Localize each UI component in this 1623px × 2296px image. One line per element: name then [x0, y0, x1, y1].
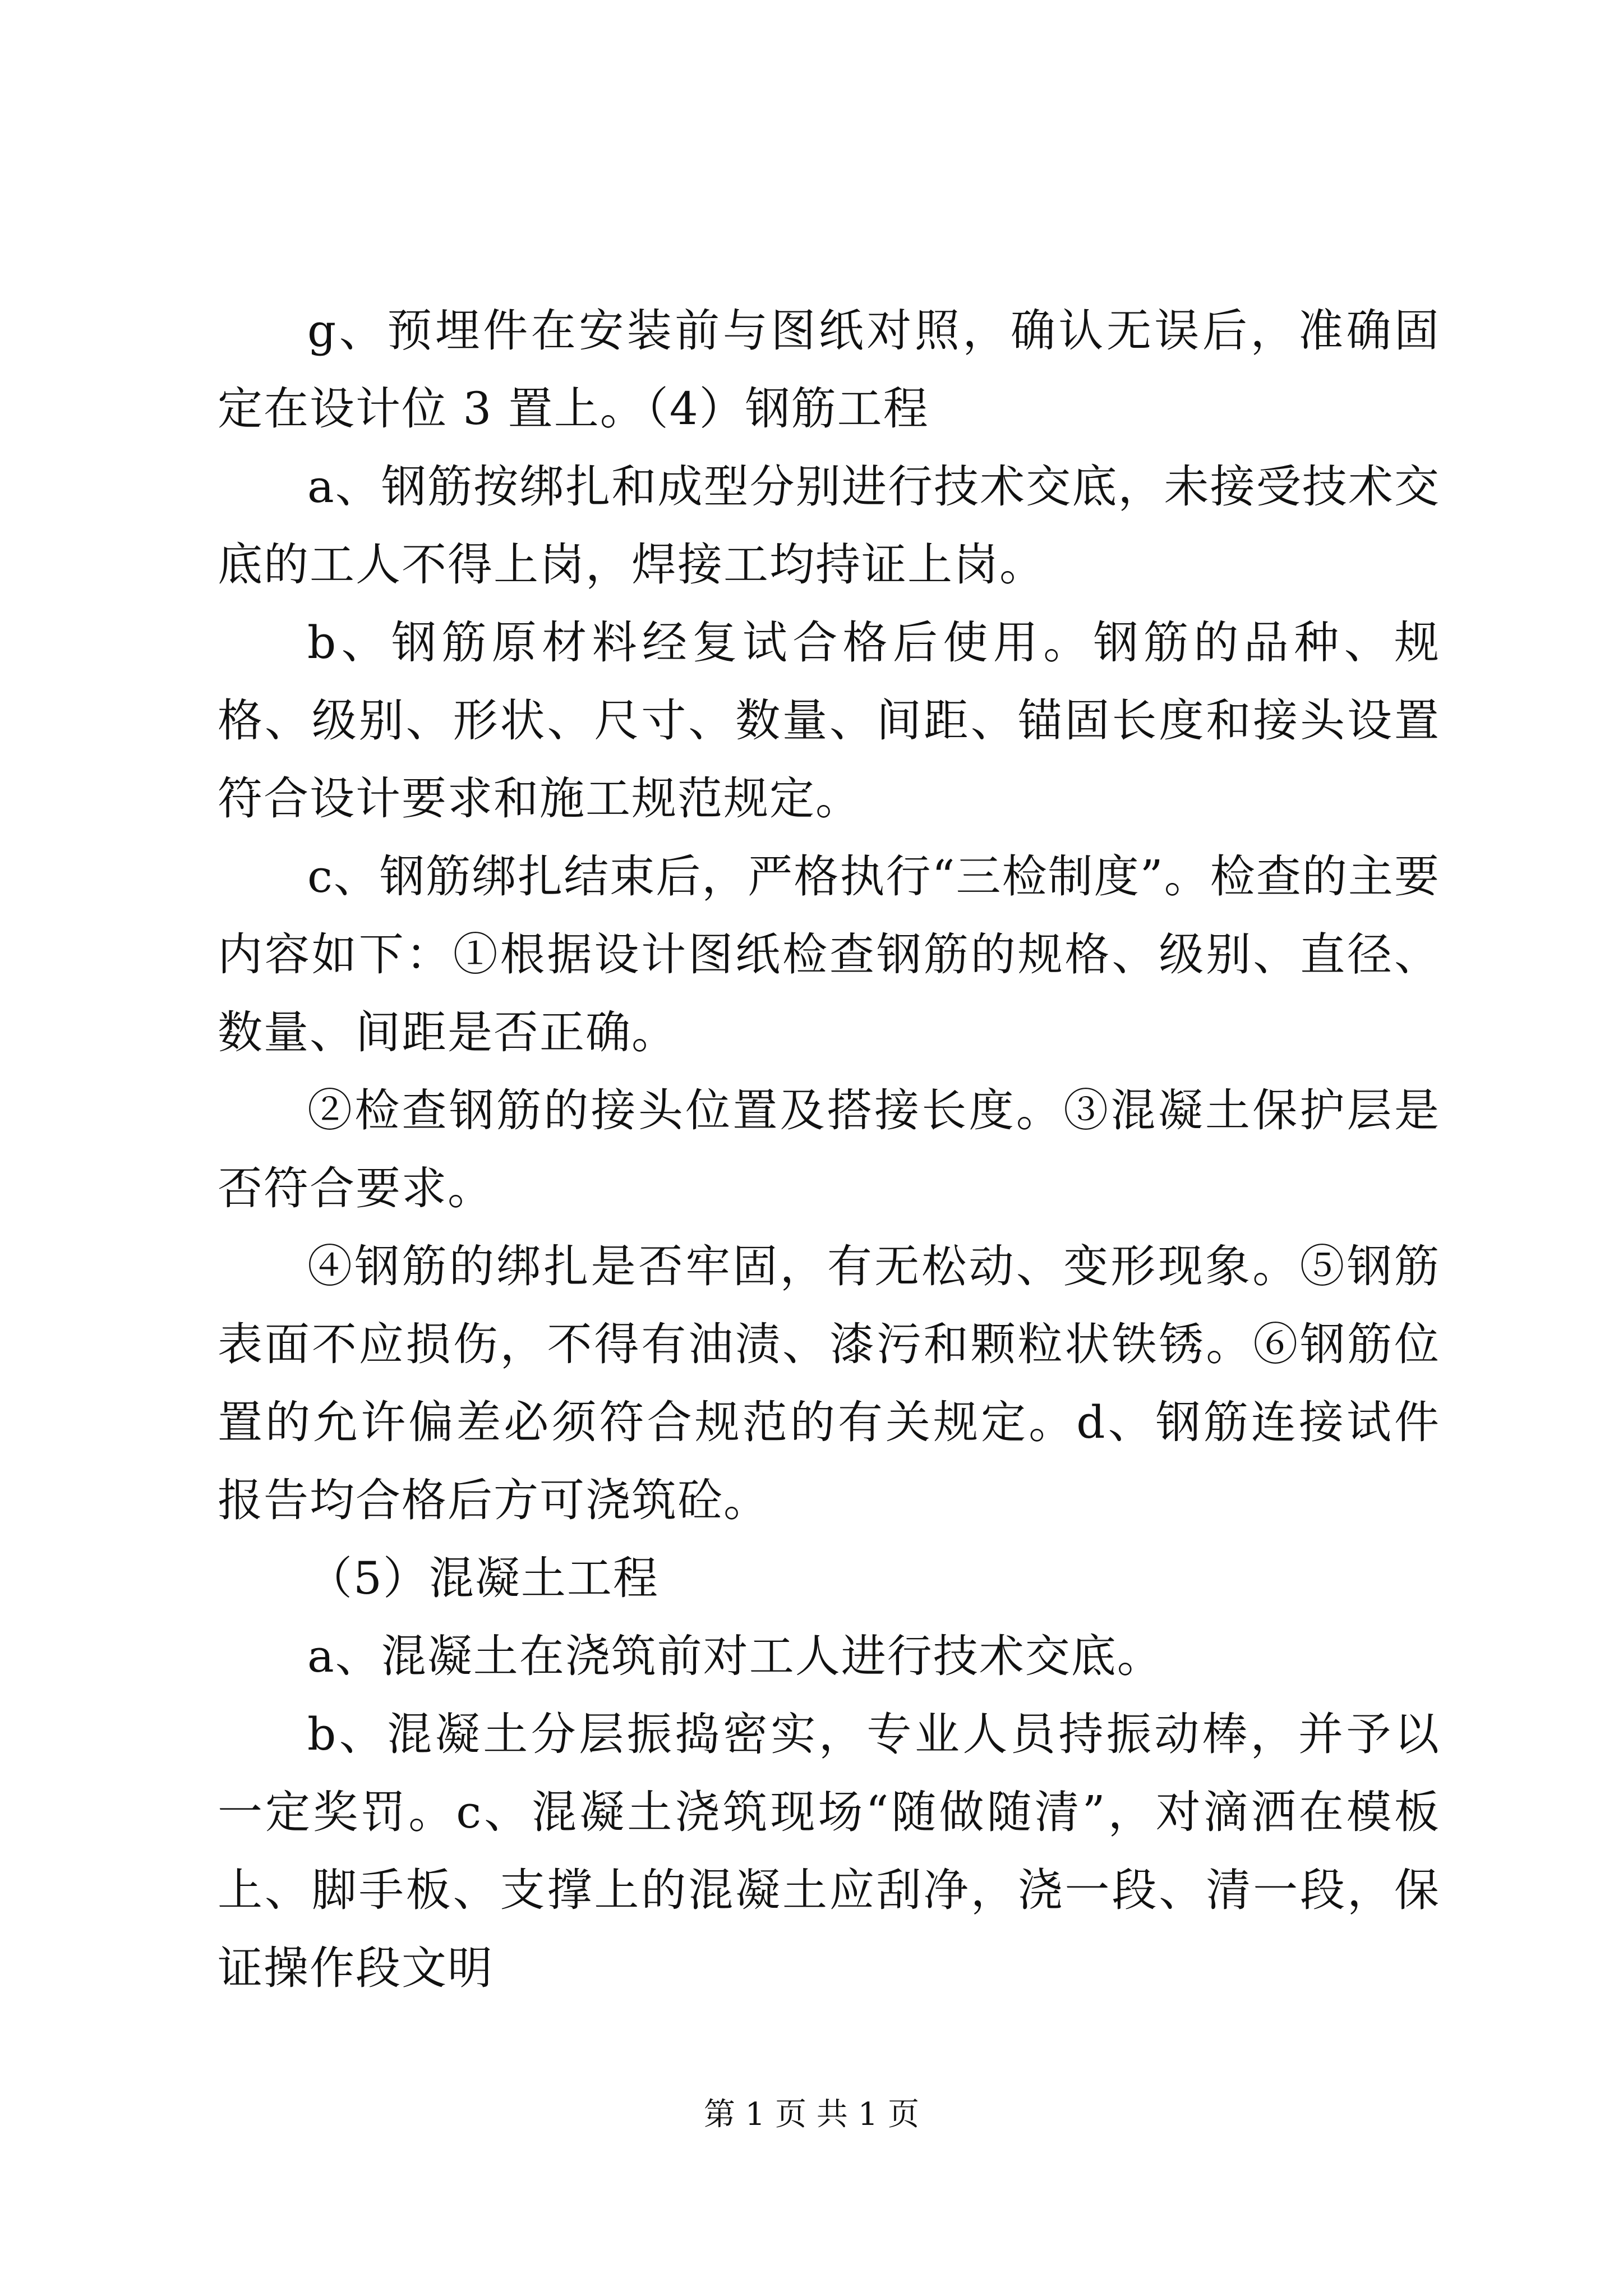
paragraph-rebar-check-4-6: ④钢筋的绑扎是否牢固，有无松动、变形现象。⑤钢筋表面不应损伤，不得有油渍、漆污和颗粒状铁锈。⑥钢筋位置的允许偏差必须符合规范的有关规定。d、钢筋连接试件报告均合格后方可浇筑砼。	[218, 1240, 1440, 1526]
paragraph-embedded-parts: g、预埋件在安装前与图纸对照，确认无误后，准确固定在设计位 3 置上。（4）钢筋工程	[218, 305, 1440, 435]
paragraph-rebar-b: b、钢筋原材料经复试合格后使用。钢筋的品种、规格、级别、形状、尺寸、数量、间距、锚固长度和接头设置符合设计要求和施工规范规定。	[218, 616, 1440, 825]
paragraph-rebar-a: a、钢筋按绑扎和成型分别进行技术交底，未接受技术交底的工人不得上岗，焊接工均持证上岗。	[218, 461, 1440, 591]
section-heading-concrete: （5）混凝土工程	[307, 1552, 659, 1604]
paragraph-concrete-a: a、混凝土在浇筑前对工人进行技术交底。	[307, 1630, 1163, 1682]
page-footer: 第 1 页 共 1 页	[703, 2096, 920, 2133]
paragraph-rebar-c: c、钢筋绑扎结束后，严格执行“三检制度”。检查的主要内容如下：①根据设计图纸检查钢筋的规格、级别、直径、数量、间距是否正确。	[218, 850, 1440, 1059]
paragraph-rebar-check-2-3: ②检查钢筋的接头位置及搭接长度。③混凝土保护层是否符合要求。	[218, 1084, 1440, 1214]
document-body	[218, 292, 1440, 2007]
paragraph-concrete-b-c: b、混凝土分层振捣密实，专业人员持振动棒，并予以一定奖罚。c、混凝土浇筑现场“随做随清”，对滴洒在模板上、脚手板、支撑上的混凝土应刮净，浇一段、清一段，保证操作段文明	[218, 1708, 1440, 1994]
